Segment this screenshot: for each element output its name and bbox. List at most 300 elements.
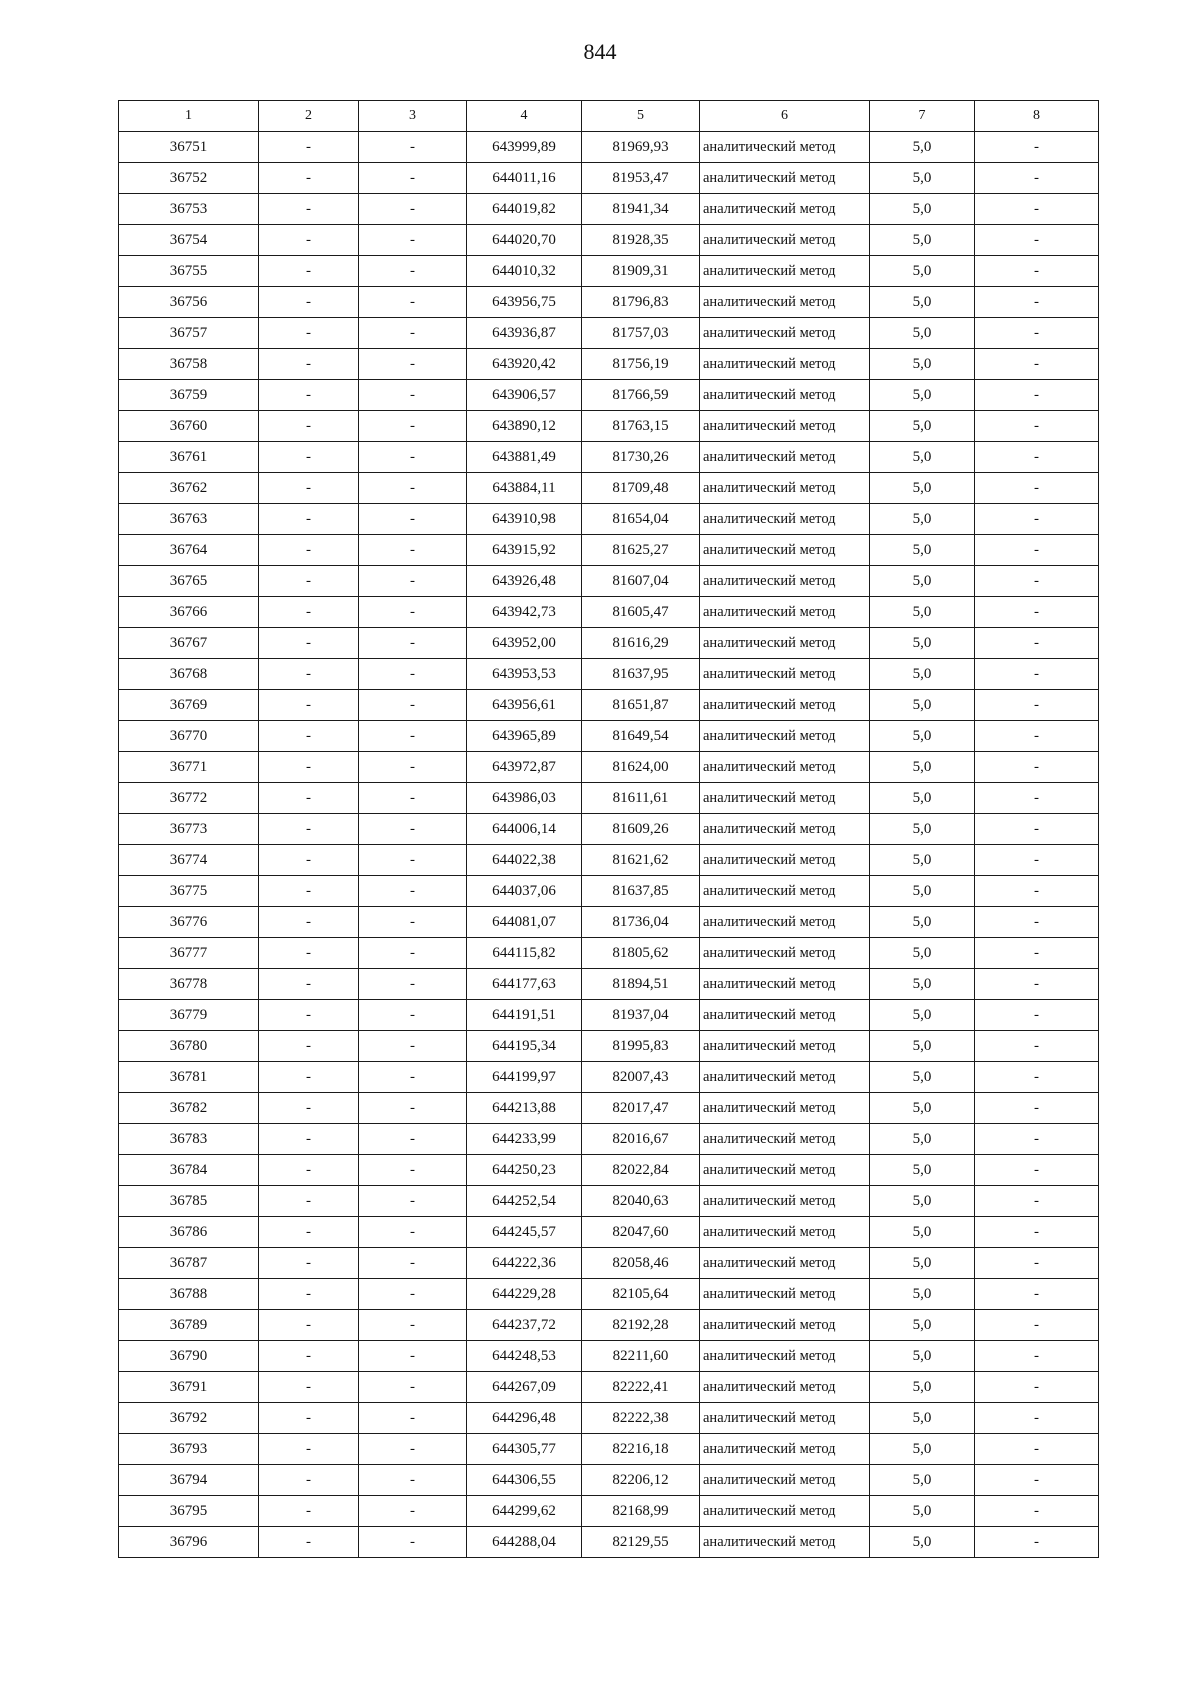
col-3-value-cell: - — [359, 1279, 467, 1310]
col-2-value-cell: - — [259, 876, 359, 907]
col-8-value-cell: - — [975, 411, 1099, 442]
accuracy-value-cell: 5,0 — [870, 194, 975, 225]
accuracy-value-cell: 5,0 — [870, 1000, 975, 1031]
method-cell: аналитический метод — [700, 1000, 870, 1031]
y-coordinate-cell: 81937,04 — [582, 1000, 700, 1031]
col-3-value-cell: - — [359, 256, 467, 287]
col-3-value-cell: - — [359, 628, 467, 659]
point-number-cell: 36772 — [119, 783, 259, 814]
accuracy-value-cell: 5,0 — [870, 752, 975, 783]
col-3-value-cell: - — [359, 1000, 467, 1031]
point-number-cell: 36790 — [119, 1341, 259, 1372]
y-coordinate-cell: 81616,29 — [582, 628, 700, 659]
col-8-value-cell: - — [975, 876, 1099, 907]
accuracy-value-cell: 5,0 — [870, 1031, 975, 1062]
col-8-value-cell: - — [975, 845, 1099, 876]
col-2-value-cell: - — [259, 628, 359, 659]
col-2-value-cell: - — [259, 1496, 359, 1527]
col-3-value-cell: - — [359, 1465, 467, 1496]
accuracy-value-cell: 5,0 — [870, 783, 975, 814]
point-number-cell: 36782 — [119, 1093, 259, 1124]
point-number-cell: 36768 — [119, 659, 259, 690]
accuracy-value-cell: 5,0 — [870, 1341, 975, 1372]
x-coordinate-cell: 644237,72 — [467, 1310, 582, 1341]
y-coordinate-cell: 82211,60 — [582, 1341, 700, 1372]
method-cell: аналитический метод — [700, 783, 870, 814]
col-2-value-cell: - — [259, 1093, 359, 1124]
point-number-cell: 36785 — [119, 1186, 259, 1217]
col-3-value-cell: - — [359, 597, 467, 628]
y-coordinate-cell: 82105,64 — [582, 1279, 700, 1310]
column-header: 3 — [359, 101, 467, 132]
table-row — [119, 566, 1099, 597]
accuracy-value-cell: 5,0 — [870, 132, 975, 163]
col-3-value-cell: - — [359, 225, 467, 256]
method-cell: аналитический метод — [700, 597, 870, 628]
y-coordinate-cell: 81607,04 — [582, 566, 700, 597]
y-coordinate-cell: 81805,62 — [582, 938, 700, 969]
col-8-value-cell: - — [975, 1124, 1099, 1155]
y-coordinate-cell: 81730,26 — [582, 442, 700, 473]
point-number-cell: 36780 — [119, 1031, 259, 1062]
table-body — [119, 132, 1099, 1558]
table-header — [119, 101, 1099, 132]
x-coordinate-cell: 644191,51 — [467, 1000, 582, 1031]
point-number-cell: 36764 — [119, 535, 259, 566]
col-2-value-cell: - — [259, 473, 359, 504]
col-8-value-cell: - — [975, 1093, 1099, 1124]
method-cell: аналитический метод — [700, 814, 870, 845]
col-2-value-cell: - — [259, 814, 359, 845]
point-number-cell: 36776 — [119, 907, 259, 938]
col-3-value-cell: - — [359, 287, 467, 318]
accuracy-value-cell: 5,0 — [870, 535, 975, 566]
col-3-value-cell: - — [359, 659, 467, 690]
col-8-value-cell: - — [975, 1341, 1099, 1372]
x-coordinate-cell: 644037,06 — [467, 876, 582, 907]
col-8-value-cell: - — [975, 1527, 1099, 1558]
y-coordinate-cell: 81651,87 — [582, 690, 700, 721]
method-cell: аналитический метод — [700, 163, 870, 194]
table-row — [119, 1248, 1099, 1279]
table-row — [119, 907, 1099, 938]
point-number-cell: 36773 — [119, 814, 259, 845]
accuracy-value-cell: 5,0 — [870, 1310, 975, 1341]
y-coordinate-cell: 82129,55 — [582, 1527, 700, 1558]
point-number-cell: 36779 — [119, 1000, 259, 1031]
method-cell: аналитический метод — [700, 1279, 870, 1310]
col-2-value-cell: - — [259, 318, 359, 349]
col-8-value-cell: - — [975, 1217, 1099, 1248]
point-number-cell: 36755 — [119, 256, 259, 287]
col-2-value-cell: - — [259, 1248, 359, 1279]
x-coordinate-cell: 644010,32 — [467, 256, 582, 287]
col-3-value-cell: - — [359, 132, 467, 163]
column-header: 6 — [700, 101, 870, 132]
x-coordinate-cell: 644229,28 — [467, 1279, 582, 1310]
point-number-cell: 36756 — [119, 287, 259, 318]
point-number-cell: 36752 — [119, 163, 259, 194]
accuracy-value-cell: 5,0 — [870, 597, 975, 628]
point-number-cell: 36757 — [119, 318, 259, 349]
table-row — [119, 1372, 1099, 1403]
y-coordinate-cell: 81637,95 — [582, 659, 700, 690]
table-row — [119, 783, 1099, 814]
col-8-value-cell: - — [975, 318, 1099, 349]
table-row — [119, 1341, 1099, 1372]
col-3-value-cell: - — [359, 318, 467, 349]
column-header: 1 — [119, 101, 259, 132]
col-3-value-cell: - — [359, 876, 467, 907]
method-cell: аналитический метод — [700, 752, 870, 783]
x-coordinate-cell: 643952,00 — [467, 628, 582, 659]
accuracy-value-cell: 5,0 — [870, 318, 975, 349]
col-8-value-cell: - — [975, 1465, 1099, 1496]
column-header: 4 — [467, 101, 582, 132]
method-cell: аналитический метод — [700, 1155, 870, 1186]
table-row — [119, 1217, 1099, 1248]
method-cell: аналитический метод — [700, 1062, 870, 1093]
table-row — [119, 1000, 1099, 1031]
column-header: 2 — [259, 101, 359, 132]
col-8-value-cell: - — [975, 225, 1099, 256]
col-2-value-cell: - — [259, 225, 359, 256]
col-2-value-cell: - — [259, 566, 359, 597]
col-8-value-cell: - — [975, 1155, 1099, 1186]
col-3-value-cell: - — [359, 938, 467, 969]
table-row — [119, 628, 1099, 659]
col-8-value-cell: - — [975, 287, 1099, 318]
accuracy-value-cell: 5,0 — [870, 380, 975, 411]
col-2-value-cell: - — [259, 938, 359, 969]
accuracy-value-cell: 5,0 — [870, 628, 975, 659]
x-coordinate-cell: 643986,03 — [467, 783, 582, 814]
table-row — [119, 1155, 1099, 1186]
table-row — [119, 690, 1099, 721]
col-8-value-cell: - — [975, 938, 1099, 969]
col-3-value-cell: - — [359, 473, 467, 504]
col-3-value-cell: - — [359, 349, 467, 380]
y-coordinate-cell: 81611,61 — [582, 783, 700, 814]
method-cell: аналитический метод — [700, 1403, 870, 1434]
method-cell: аналитический метод — [700, 628, 870, 659]
page-number: 844 — [583, 39, 617, 64]
col-2-value-cell: - — [259, 1527, 359, 1558]
col-8-value-cell: - — [975, 1031, 1099, 1062]
col-2-value-cell: - — [259, 783, 359, 814]
method-cell: аналитический метод — [700, 1434, 870, 1465]
x-coordinate-cell: 643890,12 — [467, 411, 582, 442]
x-coordinate-cell: 643965,89 — [467, 721, 582, 752]
x-coordinate-cell: 643972,87 — [467, 752, 582, 783]
method-cell: аналитический метод — [700, 411, 870, 442]
y-coordinate-cell: 82216,18 — [582, 1434, 700, 1465]
col-8-value-cell: - — [975, 783, 1099, 814]
accuracy-value-cell: 5,0 — [870, 1124, 975, 1155]
accuracy-value-cell: 5,0 — [870, 1155, 975, 1186]
y-coordinate-cell: 81637,85 — [582, 876, 700, 907]
accuracy-value-cell: 5,0 — [870, 814, 975, 845]
table-row — [119, 1527, 1099, 1558]
col-2-value-cell: - — [259, 1403, 359, 1434]
col-2-value-cell: - — [259, 721, 359, 752]
col-2-value-cell: - — [259, 907, 359, 938]
col-8-value-cell: - — [975, 1062, 1099, 1093]
col-3-value-cell: - — [359, 1341, 467, 1372]
method-cell: аналитический метод — [700, 1465, 870, 1496]
x-coordinate-cell: 643926,48 — [467, 566, 582, 597]
column-header: 5 — [582, 101, 700, 132]
table-row — [119, 938, 1099, 969]
accuracy-value-cell: 5,0 — [870, 845, 975, 876]
table-row — [119, 442, 1099, 473]
table-row — [119, 535, 1099, 566]
y-coordinate-cell: 81654,04 — [582, 504, 700, 535]
x-coordinate-cell: 644022,38 — [467, 845, 582, 876]
table-row — [119, 287, 1099, 318]
point-number-cell: 36788 — [119, 1279, 259, 1310]
y-coordinate-cell: 82047,60 — [582, 1217, 700, 1248]
x-coordinate-cell: 643884,11 — [467, 473, 582, 504]
col-2-value-cell: - — [259, 1310, 359, 1341]
method-cell: аналитический метод — [700, 876, 870, 907]
x-coordinate-cell: 644019,82 — [467, 194, 582, 225]
point-number-cell: 36766 — [119, 597, 259, 628]
col-8-value-cell: - — [975, 1434, 1099, 1465]
col-2-value-cell: - — [259, 1434, 359, 1465]
x-coordinate-cell: 644305,77 — [467, 1434, 582, 1465]
method-cell: аналитический метод — [700, 845, 870, 876]
col-2-value-cell: - — [259, 1062, 359, 1093]
column-header: 8 — [975, 101, 1099, 132]
col-3-value-cell: - — [359, 535, 467, 566]
col-3-value-cell: - — [359, 566, 467, 597]
table-row — [119, 876, 1099, 907]
col-3-value-cell: - — [359, 690, 467, 721]
col-8-value-cell: - — [975, 1496, 1099, 1527]
x-coordinate-cell: 644020,70 — [467, 225, 582, 256]
col-8-value-cell: - — [975, 659, 1099, 690]
method-cell: аналитический метод — [700, 318, 870, 349]
col-3-value-cell: - — [359, 783, 467, 814]
y-coordinate-cell: 81995,83 — [582, 1031, 700, 1062]
col-8-value-cell: - — [975, 566, 1099, 597]
y-coordinate-cell: 81621,62 — [582, 845, 700, 876]
point-number-cell: 36759 — [119, 380, 259, 411]
table-row — [119, 845, 1099, 876]
col-3-value-cell: - — [359, 1093, 467, 1124]
table-row — [119, 597, 1099, 628]
accuracy-value-cell: 5,0 — [870, 349, 975, 380]
col-8-value-cell: - — [975, 473, 1099, 504]
point-number-cell: 36786 — [119, 1217, 259, 1248]
col-8-value-cell: - — [975, 1372, 1099, 1403]
method-cell: аналитический метод — [700, 659, 870, 690]
col-3-value-cell: - — [359, 1434, 467, 1465]
col-2-value-cell: - — [259, 163, 359, 194]
point-number-cell: 36774 — [119, 845, 259, 876]
method-cell: аналитический метод — [700, 349, 870, 380]
accuracy-value-cell: 5,0 — [870, 1248, 975, 1279]
col-3-value-cell: - — [359, 1403, 467, 1434]
col-3-value-cell: - — [359, 1527, 467, 1558]
method-cell: аналитический метод — [700, 194, 870, 225]
col-3-value-cell: - — [359, 1186, 467, 1217]
col-2-value-cell: - — [259, 535, 359, 566]
col-2-value-cell: - — [259, 1000, 359, 1031]
accuracy-value-cell: 5,0 — [870, 1527, 975, 1558]
method-cell: аналитический метод — [700, 380, 870, 411]
x-coordinate-cell: 644248,53 — [467, 1341, 582, 1372]
method-cell: аналитический метод — [700, 1372, 870, 1403]
point-number-cell: 36763 — [119, 504, 259, 535]
point-number-cell: 36792 — [119, 1403, 259, 1434]
method-cell: аналитический метод — [700, 1496, 870, 1527]
accuracy-value-cell: 5,0 — [870, 1093, 975, 1124]
point-number-cell: 36767 — [119, 628, 259, 659]
col-2-value-cell: - — [259, 659, 359, 690]
accuracy-value-cell: 5,0 — [870, 1403, 975, 1434]
y-coordinate-cell: 81969,93 — [582, 132, 700, 163]
table-row — [119, 1465, 1099, 1496]
table-row — [119, 163, 1099, 194]
table-row — [119, 969, 1099, 1000]
x-coordinate-cell: 644115,82 — [467, 938, 582, 969]
accuracy-value-cell: 5,0 — [870, 1372, 975, 1403]
method-cell: аналитический метод — [700, 132, 870, 163]
table-row — [119, 411, 1099, 442]
coordinates-table — [118, 100, 1099, 1558]
x-coordinate-cell: 644296,48 — [467, 1403, 582, 1434]
col-2-value-cell: - — [259, 194, 359, 225]
col-8-value-cell: - — [975, 907, 1099, 938]
y-coordinate-cell: 81766,59 — [582, 380, 700, 411]
table-row — [119, 349, 1099, 380]
table-row — [119, 1186, 1099, 1217]
method-cell: аналитический метод — [700, 473, 870, 504]
x-coordinate-cell: 644288,04 — [467, 1527, 582, 1558]
accuracy-value-cell: 5,0 — [870, 1062, 975, 1093]
y-coordinate-cell: 82222,38 — [582, 1403, 700, 1434]
accuracy-value-cell: 5,0 — [870, 1186, 975, 1217]
col-2-value-cell: - — [259, 411, 359, 442]
col-8-value-cell: - — [975, 752, 1099, 783]
table-row — [119, 380, 1099, 411]
point-number-cell: 36758 — [119, 349, 259, 380]
y-coordinate-cell: 82017,47 — [582, 1093, 700, 1124]
accuracy-value-cell: 5,0 — [870, 907, 975, 938]
col-3-value-cell: - — [359, 504, 467, 535]
table-row — [119, 1062, 1099, 1093]
col-8-value-cell: - — [975, 1186, 1099, 1217]
y-coordinate-cell: 82222,41 — [582, 1372, 700, 1403]
method-cell: аналитический метод — [700, 907, 870, 938]
table-row — [119, 1310, 1099, 1341]
col-2-value-cell: - — [259, 752, 359, 783]
table-row — [119, 814, 1099, 845]
point-number-cell: 36794 — [119, 1465, 259, 1496]
col-2-value-cell: - — [259, 132, 359, 163]
y-coordinate-cell: 81709,48 — [582, 473, 700, 504]
point-number-cell: 36781 — [119, 1062, 259, 1093]
y-coordinate-cell: 81941,34 — [582, 194, 700, 225]
accuracy-value-cell: 5,0 — [870, 256, 975, 287]
y-coordinate-cell: 81894,51 — [582, 969, 700, 1000]
accuracy-value-cell: 5,0 — [870, 876, 975, 907]
x-coordinate-cell: 643936,87 — [467, 318, 582, 349]
y-coordinate-cell: 81624,00 — [582, 752, 700, 783]
accuracy-value-cell: 5,0 — [870, 938, 975, 969]
table-row — [119, 1124, 1099, 1155]
point-number-cell: 36762 — [119, 473, 259, 504]
col-8-value-cell: - — [975, 690, 1099, 721]
x-coordinate-cell: 643906,57 — [467, 380, 582, 411]
col-8-value-cell: - — [975, 380, 1099, 411]
method-cell: аналитический метод — [700, 690, 870, 721]
point-number-cell: 36777 — [119, 938, 259, 969]
method-cell: аналитический метод — [700, 256, 870, 287]
col-2-value-cell: - — [259, 1279, 359, 1310]
y-coordinate-cell: 81928,35 — [582, 225, 700, 256]
accuracy-value-cell: 5,0 — [870, 659, 975, 690]
y-coordinate-cell: 82192,28 — [582, 1310, 700, 1341]
accuracy-value-cell: 5,0 — [870, 442, 975, 473]
col-3-value-cell: - — [359, 194, 467, 225]
col-8-value-cell: - — [975, 814, 1099, 845]
accuracy-value-cell: 5,0 — [870, 473, 975, 504]
method-cell: аналитический метод — [700, 535, 870, 566]
table-row — [119, 318, 1099, 349]
y-coordinate-cell: 82022,84 — [582, 1155, 700, 1186]
method-cell: аналитический метод — [700, 721, 870, 752]
col-2-value-cell: - — [259, 969, 359, 1000]
method-cell: аналитический метод — [700, 1341, 870, 1372]
x-coordinate-cell: 643881,49 — [467, 442, 582, 473]
accuracy-value-cell: 5,0 — [870, 566, 975, 597]
y-coordinate-cell: 81763,15 — [582, 411, 700, 442]
x-coordinate-cell: 643999,89 — [467, 132, 582, 163]
col-8-value-cell: - — [975, 628, 1099, 659]
x-coordinate-cell: 643953,53 — [467, 659, 582, 690]
col-8-value-cell: - — [975, 194, 1099, 225]
col-3-value-cell: - — [359, 752, 467, 783]
col-2-value-cell: - — [259, 349, 359, 380]
table-row — [119, 473, 1099, 504]
x-coordinate-cell: 644267,09 — [467, 1372, 582, 1403]
col-3-value-cell: - — [359, 814, 467, 845]
method-cell: аналитический метод — [700, 1186, 870, 1217]
y-coordinate-cell: 81625,27 — [582, 535, 700, 566]
col-3-value-cell: - — [359, 721, 467, 752]
table-row — [119, 1093, 1099, 1124]
table-row — [119, 1279, 1099, 1310]
x-coordinate-cell: 644250,23 — [467, 1155, 582, 1186]
y-coordinate-cell: 81756,19 — [582, 349, 700, 380]
x-coordinate-cell: 644081,07 — [467, 907, 582, 938]
method-cell: аналитический метод — [700, 504, 870, 535]
col-2-value-cell: - — [259, 1217, 359, 1248]
y-coordinate-cell: 82007,43 — [582, 1062, 700, 1093]
col-3-value-cell: - — [359, 1248, 467, 1279]
table-row — [119, 752, 1099, 783]
point-number-cell: 36765 — [119, 566, 259, 597]
accuracy-value-cell: 5,0 — [870, 163, 975, 194]
x-coordinate-cell: 643915,92 — [467, 535, 582, 566]
col-3-value-cell: - — [359, 907, 467, 938]
y-coordinate-cell: 81757,03 — [582, 318, 700, 349]
table-row — [119, 1403, 1099, 1434]
col-8-value-cell: - — [975, 721, 1099, 752]
